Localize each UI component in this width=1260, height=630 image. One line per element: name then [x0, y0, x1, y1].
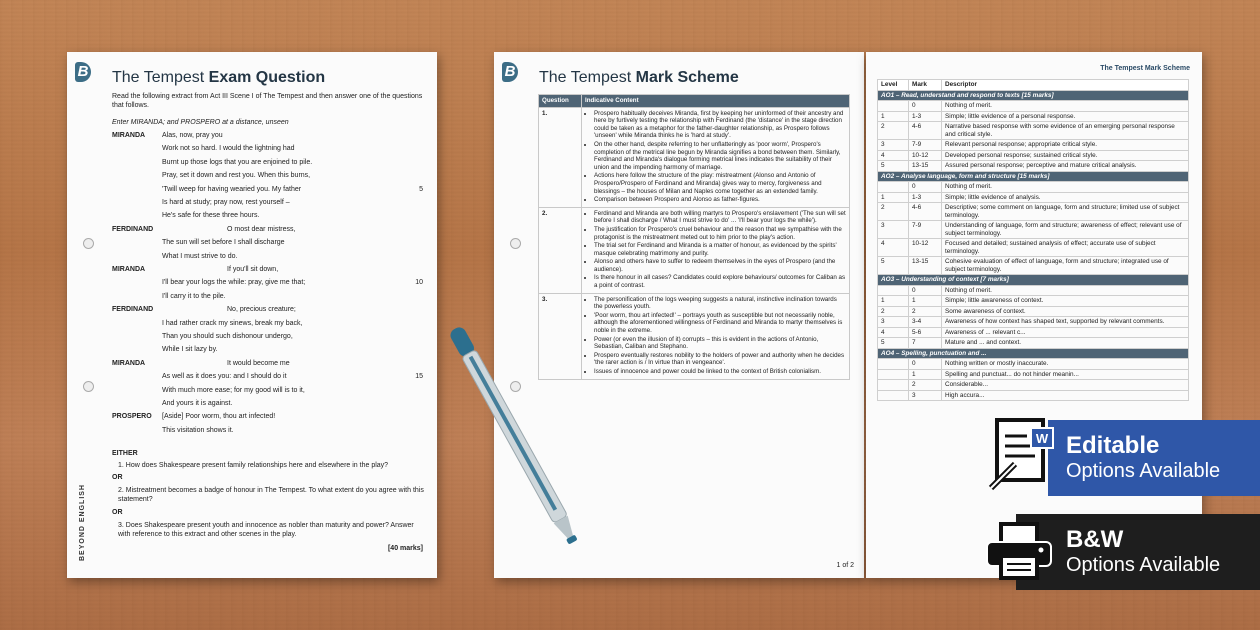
grid-mark: 1-3 [909, 111, 942, 122]
grid-desc: Focused and detailed; sustained analysis of effect; accurate use of subject terminology. [942, 239, 1189, 257]
exam-question-sheet [67, 52, 437, 578]
play-line: Work not so hard. I would the lightning had [162, 145, 295, 153]
grid-mark: 0 [909, 359, 942, 370]
grid-level: 5 [878, 257, 909, 275]
grid-desc: Nothing written or mostly inaccurate. [942, 359, 1189, 370]
grid-desc: Some awareness of context. [942, 306, 1189, 317]
bw-subtitle: Options Available [1066, 554, 1221, 576]
line-number: 10 [415, 279, 423, 287]
title-plain: The Tempest [112, 69, 209, 86]
grid-desc: Assured personal response; perceptive and mature critical analysis. [942, 161, 1189, 172]
grid-level [878, 285, 909, 296]
beyond-logo-icon: B [75, 62, 91, 82]
grid-desc: Nothing of merit. [942, 182, 1189, 193]
grid-level: 1 [878, 192, 909, 203]
grid-desc: Simple; little awareness of context. [942, 296, 1189, 307]
grid-desc: Awareness of how context has shaped text, supported by relevant comments. [942, 317, 1189, 328]
play-line: The sun will set before I shall discharge [162, 239, 285, 247]
assessment-objective-band [878, 275, 1189, 286]
grid-level: 1 [878, 296, 909, 307]
col-mark: Mark [909, 80, 942, 91]
mark-scheme-row [539, 207, 850, 293]
question-number: 1. [539, 107, 582, 207]
grid-level: 2 [878, 306, 909, 317]
grid-level: 1 [878, 111, 909, 122]
play-line: He's safe for these three hours. [162, 212, 260, 220]
play-line: As well as it does you: and I should do it [162, 373, 287, 381]
or-label: OR [112, 474, 123, 481]
grid-desc: Understanding of language, form and structure; awareness of effect; relevant use of subject terminology. [942, 221, 1189, 239]
grid-desc: High accura... [942, 390, 1189, 401]
grid-row [878, 239, 1189, 257]
grid-level: 2 [878, 122, 909, 140]
grid-level: 2 [878, 203, 909, 221]
play-line: Alas, now, pray you [162, 132, 223, 139]
grid-desc: Spelling and punctuat... do not hinder meanin... [942, 369, 1189, 380]
band-label: AO4 – Spelling, punctuation and ... [878, 348, 1189, 359]
grid-desc: Nothing of merit. [942, 285, 1189, 296]
mark-scheme-row [539, 107, 850, 207]
question-1: 1. How does Shakespeare present family relationships here and elsewhere in the play? [118, 462, 389, 469]
col-question: Question [539, 95, 582, 108]
content-bullet: • On the other hand, despite referring to her unflatteringly as 'poor worm', Prospero's completion of the metrical line begun by Miranda signifies a bond between them. Similarly, Ferdinand and Miranda's dialogue forming metrical lines indicates the suitability of their union and the impending harmony of marriage. [594, 141, 846, 171]
page-title [539, 69, 739, 87]
either-label: EITHER [112, 450, 138, 457]
grid-level: 4 [878, 150, 909, 161]
grid-mark: 10-12 [909, 150, 942, 161]
grid-desc: Awareness of ... relevant c... [942, 327, 1189, 338]
grid-mark: 4-6 [909, 122, 942, 140]
speaker-name: FERDINAND [112, 306, 154, 314]
title-plain: The Tempest [539, 69, 636, 86]
content-bullet: • The personification of the logs weeping suggests a natural, instinctive inclination towards the powerless youth. [594, 296, 846, 311]
play-line: While I sit lazy by. [162, 346, 218, 354]
grid-row [878, 369, 1189, 380]
beyond-logo-icon: B [502, 62, 518, 82]
grid-level: 3 [878, 140, 909, 151]
grid-mark: 0 [909, 285, 942, 296]
grid-row [878, 122, 1189, 140]
speaker-name: FERDINAND [112, 225, 154, 233]
grid-row [878, 182, 1189, 193]
grid-desc: Simple; little evidence of a personal response. [942, 111, 1189, 122]
grid-level: 5 [878, 161, 909, 172]
grid-row [878, 111, 1189, 122]
play-line: O most dear mistress, [227, 225, 296, 233]
grid-mark: 13-15 [909, 257, 942, 275]
grid-level [878, 369, 909, 380]
grid-mark: 3-4 [909, 317, 942, 328]
play-line: Than you should such dishonour undergo, [162, 333, 293, 340]
grid-mark: 3 [909, 390, 942, 401]
pen-ink-tube [469, 356, 557, 511]
content-bullet: • Prospero eventually restores nobility to the holders of power and authority when he decides 'the rarer action is / In virtue than in vengeance'. [594, 352, 846, 367]
grid-mark: 1 [909, 369, 942, 380]
col-level: Level [878, 80, 909, 91]
question-2: 2. Mistreatment becomes a badge of honour in The Tempest. To what extent do you agree with this statement? [118, 487, 424, 503]
col-content: Indicative Content [582, 95, 850, 108]
editable-title: Editable [1066, 432, 1160, 459]
play-line: I'll bear your logs the while: pray, give me that; [162, 279, 306, 287]
grid-level: 3 [878, 317, 909, 328]
play-line: And yours it is against. [162, 400, 233, 407]
content-bullet: • Issues of innocence and power could be linked to the context of British colonialism. [594, 368, 846, 376]
grid-mark: 0 [909, 101, 942, 112]
grid-desc: Mature and ... and context. [942, 338, 1189, 349]
page-title [112, 69, 325, 87]
band-label: AO3 – Understanding of context [7 marks] [878, 275, 1189, 286]
grid-mark: 13-15 [909, 161, 942, 172]
question-number: 3. [539, 293, 582, 379]
intro-text: Read the following extract from Act III Scene I of The Tempest and then answer one of the questions that follows. [112, 93, 423, 109]
punch-hole [83, 238, 94, 249]
grid-row [878, 359, 1189, 370]
grid-row [878, 380, 1189, 391]
line-number: 5 [419, 185, 423, 193]
content-bullet: • 'Poor worm, thou art infected!' – portrays youth as susceptible but not necessarily noble, although the aforementioned willingness of Ferdinand and Miranda to martyr themselves is noble in the extreme. [594, 312, 846, 335]
content-bullet: • Ferdinand and Miranda are both willing martyrs to Prospero's enslavement ('The sun will set before I shall discharge / What I must strive to do' ... 'I'll bear your logs the while'). [594, 210, 846, 225]
content-bullet: • Actions here follow the structure of the play: mistreatment (Alonso and Antonio of Prospero/Prospero of Ferdinand and Miranda) gives way to mercy, forgiveness and blessings – the houses of Milan and Naples come together as an extended family. [594, 172, 846, 195]
assessment-objective-band [878, 171, 1189, 182]
indicative-content [582, 293, 850, 379]
play-line: It would become me [227, 359, 290, 367]
svg-text:W: W [1035, 431, 1049, 446]
content-bullet: • Prospero habitually deceives Miranda, first by keeping her uninformed of their ancestry and here by furtively testing the relationship with Ferdinand (the 'distance' in the stage direction could be taken as a metaphor for the father-daughter relationship, as Prospero follows 'unseen' while Miranda thinks he is 'hard at study'. [594, 110, 846, 140]
speaker-name: MIRANDA [112, 266, 146, 273]
grid-row [878, 327, 1189, 338]
play-line: I'll carry it to the pile. [162, 292, 226, 300]
grid-row [878, 140, 1189, 151]
grid-level [878, 359, 909, 370]
grid-header: The Tempest Mark Scheme [1100, 65, 1190, 72]
play-line: What I must strive to do. [162, 252, 238, 260]
grid-desc: Nothing of merit. [942, 101, 1189, 112]
grid-level [878, 101, 909, 112]
grid-row [878, 338, 1189, 349]
grid-row [878, 203, 1189, 221]
grid-desc: Simple; little evidence of analysis. [942, 192, 1189, 203]
grid-mark: 10-12 [909, 239, 942, 257]
word-document-icon [985, 414, 1057, 494]
grid-row [878, 390, 1189, 401]
punch-hole [510, 238, 521, 249]
grid-level [878, 390, 909, 401]
play-line: I had rather crack my sinews, break my back, [162, 319, 303, 327]
title-bold: Mark Scheme [635, 69, 739, 86]
assessment-objective-band [878, 348, 1189, 359]
grid-mark: 0 [909, 182, 942, 193]
content-bullet: • Power (or even the illusion of it) corrupts – this is evident in the actions of Antonio, Sebastian, Caliban and Stephano. [594, 336, 846, 351]
grid-row [878, 296, 1189, 307]
pen-illustration [440, 305, 590, 565]
assessment-grid-table [877, 79, 1189, 401]
grid-row [878, 257, 1189, 275]
grid-mark: 7 [909, 338, 942, 349]
grid-level [878, 380, 909, 391]
question-number: 2. [539, 207, 582, 293]
play-line: With much more ease; for my good will is to it, [162, 386, 305, 394]
question-3: 3. Does Shakespeare present youth and innocence as nobler than maturity and power? Answer with reference to this extract and other scenes in the play. [118, 522, 414, 538]
grid-level: 5 [878, 338, 909, 349]
grid-row [878, 150, 1189, 161]
speaker-name: MIRANDA [112, 132, 146, 139]
grid-desc: Developed personal response; sustained critical style. [942, 150, 1189, 161]
stage-direction: Enter MIRANDA; and PROSPERO at a distance, unseen [112, 119, 289, 126]
play-line: Burnt up those logs that you are enjoined to pile. [162, 158, 313, 166]
play-line: If you'll sit down, [227, 266, 279, 273]
printer-icon [983, 520, 1055, 582]
grid-mark: 2 [909, 306, 942, 317]
grid-level: 3 [878, 221, 909, 239]
line-number: 15 [415, 373, 423, 381]
speaker-name: PROSPERO [112, 413, 152, 421]
grid-mark: 7-9 [909, 221, 942, 239]
content-bullet: • The justification for Prospero's cruel behaviour and the reason that we sympathise with the protagonist is the mistreatment meted out to him prior to the play's action. [594, 226, 846, 241]
grid-mark: 1 [909, 296, 942, 307]
play-line: Pray, set it down and rest you. When this burns, [162, 172, 311, 180]
grid-desc: Considerable... [942, 380, 1189, 391]
content-bullet: • The trial set for Ferdinand and Miranda is a matter of honour, as evidenced by the spirits' masque celebrating matrimony and purity. [594, 242, 846, 257]
col-descriptor: Descriptor [942, 80, 1189, 91]
bw-title: B&W [1066, 526, 1124, 553]
grid-row [878, 306, 1189, 317]
play-line: No, precious creature; [227, 306, 296, 314]
speaker-name: MIRANDA [112, 359, 146, 367]
grid-level: 4 [878, 239, 909, 257]
editable-banner[interactable] [1048, 420, 1260, 496]
editable-subtitle: Options Available [1066, 460, 1221, 482]
grid-row [878, 101, 1189, 112]
title-bold: Exam Question [208, 69, 326, 86]
grid-desc: Relevant personal response; appropriate critical style. [942, 140, 1189, 151]
band-label: AO1 – Read, understand and respond to texts [15 marks] [878, 90, 1189, 101]
assessment-objective-band [878, 90, 1189, 101]
grid-desc: Cohesive evaluation of effect of language, form and structure; integrated use of subject terminology. [942, 257, 1189, 275]
play-line: This visitation shows it. [162, 426, 234, 434]
grid-row [878, 285, 1189, 296]
total-marks: [40 marks] [387, 545, 423, 552]
content-bullet: • Alonso and others have to suffer to redeem themselves in the eyes of Prospero (and the audience). [594, 258, 846, 273]
grid-row [878, 192, 1189, 203]
grid-level: 4 [878, 327, 909, 338]
content-bullet: • Is there honour in all cases? Candidates could explore behaviours/ outcomes for Caliban as a point of contrast. [594, 274, 846, 289]
grid-mark: 2 [909, 380, 942, 391]
grid-row [878, 161, 1189, 172]
grid-mark: 5-6 [909, 327, 942, 338]
play-line: [Aside] Poor worm, thou art infected! [162, 413, 276, 421]
grid-row [878, 317, 1189, 328]
grid-desc: Narrative based response with some evidence of an emerging personal response and critical style. [942, 122, 1189, 140]
assessment-grid-sheet [866, 52, 1202, 578]
grid-desc: Descriptive; some comment on language, form and structure; limited use of subject terminology. [942, 203, 1189, 221]
grid-level [878, 182, 909, 193]
grid-mark: 7-9 [909, 140, 942, 151]
content-bullet: • Comparison between Prospero and Alonso as father-figures. [594, 196, 846, 204]
indicative-content [582, 207, 850, 293]
grid-row [878, 221, 1189, 239]
indicative-content [582, 107, 850, 207]
grid-mark: 4-6 [909, 203, 942, 221]
punch-hole [83, 381, 94, 392]
page-number: 1 of 2 [836, 562, 854, 569]
or-label: OR [112, 509, 123, 516]
grid-mark: 1-3 [909, 192, 942, 203]
brand-label: BEYOND ENGLISH [79, 484, 86, 562]
play-line: 'Twill weep for having wearied you. My father [162, 185, 302, 193]
play-line: Is hard at study; pray now, rest yourself – [162, 199, 290, 206]
band-label: AO2 – Analyse language, form and structure [15 marks] [878, 171, 1189, 182]
